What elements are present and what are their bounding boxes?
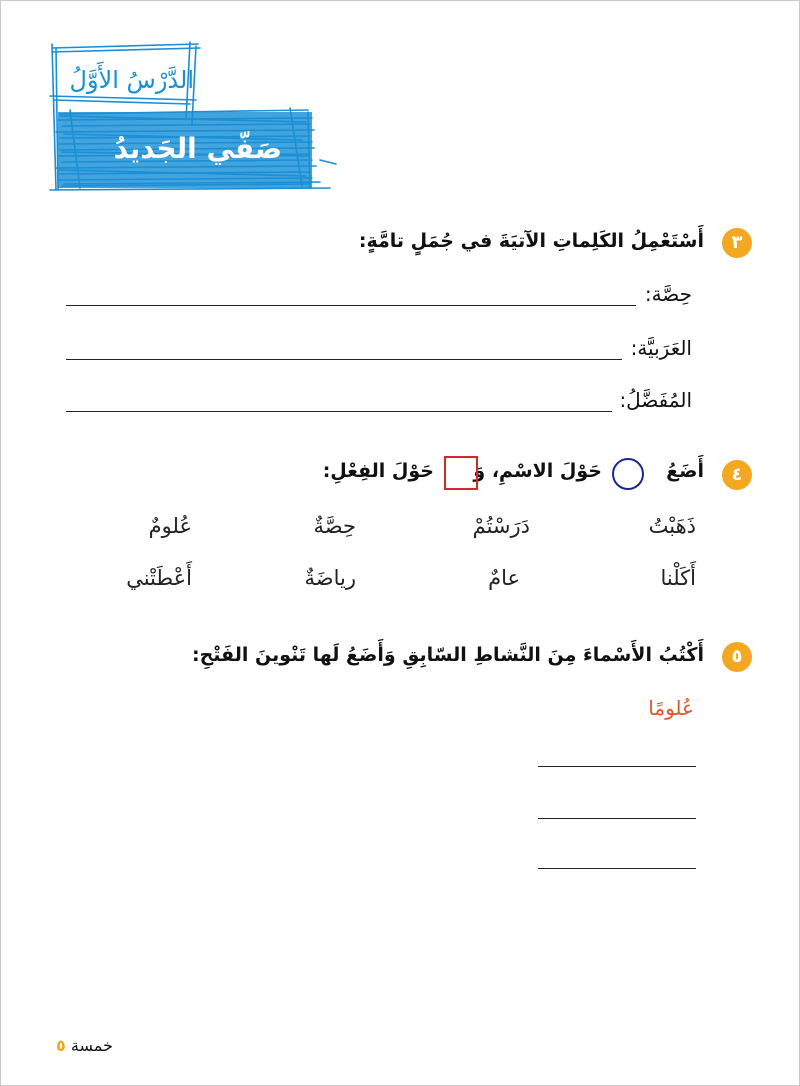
- q4-word[interactable]: ذَهَبْتُ: [648, 514, 696, 538]
- q5-answer-line-2[interactable]: [538, 818, 696, 819]
- q4-instruction-part1: أَضَعُ: [666, 460, 704, 482]
- q5-answer-line-1[interactable]: [538, 766, 696, 767]
- q3-row-3: [66, 388, 692, 418]
- q4-word[interactable]: عامٌ: [488, 566, 520, 590]
- page-number: ٥: [56, 1036, 66, 1055]
- q3-answer-line-3[interactable]: [66, 411, 612, 412]
- q4-word[interactable]: حِصَّةٌ: [313, 514, 356, 538]
- q4-word[interactable]: أَعْطَتْني: [126, 566, 192, 590]
- q3-answer-line-2[interactable]: [66, 359, 622, 360]
- q4-word[interactable]: عُلومٌ: [148, 514, 192, 538]
- circle-symbol-icon: [612, 458, 644, 490]
- square-symbol-icon: [444, 456, 478, 490]
- q3-word-1: حِصَّة:: [644, 282, 692, 306]
- lesson-title: الدَّرْسُ الأَوَّلُ: [69, 66, 194, 94]
- question-5-badge: ٥: [722, 642, 752, 672]
- page-number-word: خمسة: [70, 1036, 113, 1055]
- header-scribble: [40, 40, 340, 200]
- question-5-instruction: أَكْتُبُ الأَسْماءَ مِنَ النَّشاطِ السّابِقِ وَأَضَعُ لَها تَنْوينَ الفَتْحِ:: [192, 644, 704, 666]
- q4-word[interactable]: رياضَةٌ: [304, 566, 356, 590]
- chapter-title: صَفّي الجَديدُ: [113, 132, 282, 165]
- q3-row-2: [66, 336, 692, 366]
- page-footer: [56, 1036, 113, 1055]
- q5-answer-line-3[interactable]: [538, 868, 696, 869]
- q4-word[interactable]: دَرَسْتُمْ: [472, 514, 530, 538]
- q3-word-3: المُفَضَّلُ:: [619, 388, 692, 412]
- q3-word-2: العَرَبيَّة:: [630, 336, 692, 360]
- q3-row-1: [66, 282, 692, 312]
- q4-instruction-part2: حَوْلَ الاسْمِ، وَ: [473, 460, 602, 482]
- q3-answer-line-1[interactable]: [66, 305, 636, 306]
- q4-instruction-part3: حَوْلَ الفِعْلِ:: [322, 460, 434, 482]
- q4-word[interactable]: أَكَلْنا: [660, 566, 696, 590]
- question-3-instruction: أَسْتَعْمِلُ الكَلِماتِ الآتيَةَ في جُمَلٍ تامَّةٍ:: [358, 230, 704, 252]
- question-4-badge: ٤: [722, 460, 752, 490]
- question-3-badge: ٣: [722, 228, 752, 258]
- q5-example-answer: عُلومًا: [648, 696, 694, 720]
